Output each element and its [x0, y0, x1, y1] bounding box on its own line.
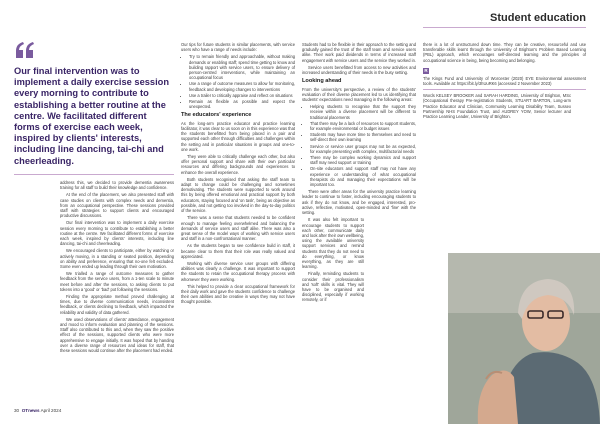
list-item: • There may be complex working dynamics and support staff may need support or training	[310, 155, 416, 165]
pull-quote: Our final intervention was to implement a daily exercise session every morning to contribute to establishing a better routine at the centre. We facilitated different forms of exercise each week, inspired by clients' interests, including line dancing, tai-chi and cheerleading.	[14, 66, 170, 166]
list-item: • Students may have more time to themselves and need to self-direct their own learning	[310, 132, 416, 142]
author-credits: Words KELSEY BROOKER and SARAH HARDING, University of Brighton, MSc (Occupational therapy Pre-registration Students, STUART BARTON, Long-arm Practice Educator and Clinician, Community Learning Disability Team, Sussex Partnership NHS Foundation Trust, and AUDREY YOW, Senior lecturer and Practice Learning Leader, University of Brighton.	[423, 93, 571, 120]
list-item: • Helping students to recognise that the support they receive within a diverse placement will be different to traditional placements	[310, 104, 416, 120]
column-1	[60, 180, 174, 355]
brand-name: OTnews	[21, 408, 40, 413]
column-4	[423, 42, 586, 121]
portrait-photo	[448, 253, 600, 424]
paragraph: there is a lot of unstructured down time. They can be creative, resourceful and use transferable skills learnt through the University of Brighton's Problem Based Learning (PBL) approach, which encourages self-directed learning and the principles of occupational science in being, being becoming and belonging.	[423, 42, 586, 63]
section-label: Student education	[490, 12, 586, 24]
paragraph: We used observations of clients' attendance, engagement and mood to inform evaluation and planning of the sessions. Staff also contributed to this and, when they saw the positive effect of the sessions, supported clients who were more apprehensive to engage initially. It was hoped that by handing over a diverse range of resources and ideas for staff, that these sessions would continue after the placement had ended.	[60, 316, 174, 354]
paragraph: This helped to provide a clear occupational framework for their daily work and gave the students confidence to challenge their own abilities and be creative in ways they may not have thought possible.	[181, 283, 295, 305]
paragraph: There were other areas for the university practice learning leader to continue to foster, including encouraging students to ask if they do not know, and be engaged, interested, pro-active, reflective, motivated, open-minded and 'fine' with the setting.	[302, 189, 416, 216]
paragraph: We trialled a range of outcome measures to gather feedback from the service users, from a 1-ten scale to minute meet before and after the sessions, to asking clients to put tokens into a 'good' or 'bad' pot following the sessions.	[60, 271, 174, 292]
paragraph: Our final intervention was to implement a daily exercise session every morning to contribute to establishing a better routine at the centre. We facilitated different forms of exercise each week, inspired by clients' interests, including line dancing, tai-chi and cheerleading.	[60, 220, 174, 247]
paragraph: Our tips for future students in similar placements, with service users who have a range of needs include:	[181, 42, 295, 53]
paragraph: From the university's perspective, a review of the students' evaluation of their diverse placement led to us identifying that students' expectations need managing in the following areas:	[302, 86, 416, 103]
page-footer	[14, 408, 61, 413]
paragraph: We encouraged clients to participate, either by watching or actively moving, in a standing or seated position, depending on ability and preference, ensuring that no-one felt excluded. Some even ended up leading through their own motivation.	[60, 248, 174, 270]
section-heading: The educators' experience	[181, 112, 252, 119]
paragraph: Students had to be flexible in their approach to the setting and gradually gained the trust of the staff team and service users alike. Their work paid dividends in terms of increased staff engagement with service users and the service they worked in.	[302, 42, 417, 63]
paragraph: As the long-arm practice educator and practice learning facilitator, it was clear to us soon on in this experience was that the students benefitted from being placed in a pair and supported each other through difficulties and challenges within the setting and in particular situations in groups and one-to-one work.	[181, 120, 296, 152]
paragraph: Finally, reminding students to consider their professionalism and 'soft' skills is vital. They will have to be organised and disciplined, especially if working remotely, or if	[302, 271, 364, 303]
list-item: • On-site educators and support staff may not have any experience or understanding of what occupational therapists do and managing their expectations will be important too.	[310, 166, 416, 187]
pull-quote-rule	[14, 174, 174, 175]
paragraph: As the students began to see confidence build in staff, it became clear to them that their role was really valued and appreciated.	[181, 243, 295, 259]
paragraph: It was also felt important to encourage students to support each other, communicate daily and look after their own wellbeing, using the available university support services and remind students that they do not need to do everything, or know everything, as they are still learning.	[302, 217, 364, 270]
paragraph: They were able to critically challenge each other, but also offer personal support and share with their own particular resources and differing backgrounds and experiences to enhance the overall experience.	[181, 154, 295, 175]
list-item: • Service or service user groups may not be as expected, for example presenting with complex, multifactorial needs	[310, 144, 416, 154]
header-rule	[423, 27, 586, 28]
issue-date: April 2024	[40, 408, 62, 413]
list-item: • Use a trailer to critically appraise and reflect on situations	[189, 93, 295, 98]
column-3	[302, 42, 416, 305]
section-heading: Looking ahead	[302, 78, 342, 85]
expectations-list	[302, 104, 416, 187]
paragraph: Finding the appropriate method proved challenging at times, due to diverse communication needs, inconsistent feedback, or clients declining to feedback, which impacted the reliability and validity of data gathered.	[60, 294, 174, 315]
list-item: • Use a range of outcome measures to allow for monitoring, feedback and developing changes to interventions	[189, 81, 295, 91]
reference-badge: R	[424, 67, 428, 73]
paragraph: At the end of the placement, we also presented staff with case studies on clients with complex needs and dementia, from an occupational perspective. These sessions provided staff with strategies to support clients and encouraged productive discussions.	[60, 192, 174, 219]
paragraph: Service users benefitted from access to new activities and increased understanding of their needs in the busy setting.	[302, 64, 416, 76]
tips-list	[181, 54, 295, 109]
paragraph: Working with diverse service user groups with differing abilities was clearly a challenge. It was important to support the students to retain the occupational therapy process with whomever they were working.	[181, 260, 295, 282]
reference-text: The Kings Fund and University of Worcester (2020) EYE Environmental assessment tools. Available at: https://bit.ly/3hUuRK6 (accessed 2 November 2023)	[423, 75, 586, 87]
quote-mark-icon	[14, 42, 36, 58]
paragraph: Both students recognised that asking the staff team to adapt to change could be challenging and sometimes demotivating. The students were supported to work around this by being offered emotional and practical support by both educators, staying focused and 'on task', being as objective as possible, and not getting too involved in the day-to-day politics of the service.	[181, 176, 295, 214]
column-2	[181, 42, 295, 307]
list-item: • Remain as flexible as possible and expect the unexpected.	[189, 99, 295, 109]
list-item: • That there may be a lack of resources to support students, for example environmental or budget issues	[310, 121, 416, 131]
author-rule	[423, 89, 586, 90]
paragraph: address this, we decided to provide dementia awareness training for all staff to build their knowledge and confidence.	[60, 180, 174, 191]
list-item: • Try to remain friendly and approachable, without making demands or enabling staff; spend time getting to know and building rapport with service users, to ensure delivery of person-centred interventions, while maintaining an occupational focus	[189, 54, 295, 80]
paragraph: There was a sense that students needed to be confident enough to manage feeling overwhelmed and balancing the demands of service users and staff alike. There was also a great sense of the model ways of working with service users and staff in a non-confrontational manner.	[181, 215, 295, 242]
page-number: 30	[14, 408, 20, 413]
